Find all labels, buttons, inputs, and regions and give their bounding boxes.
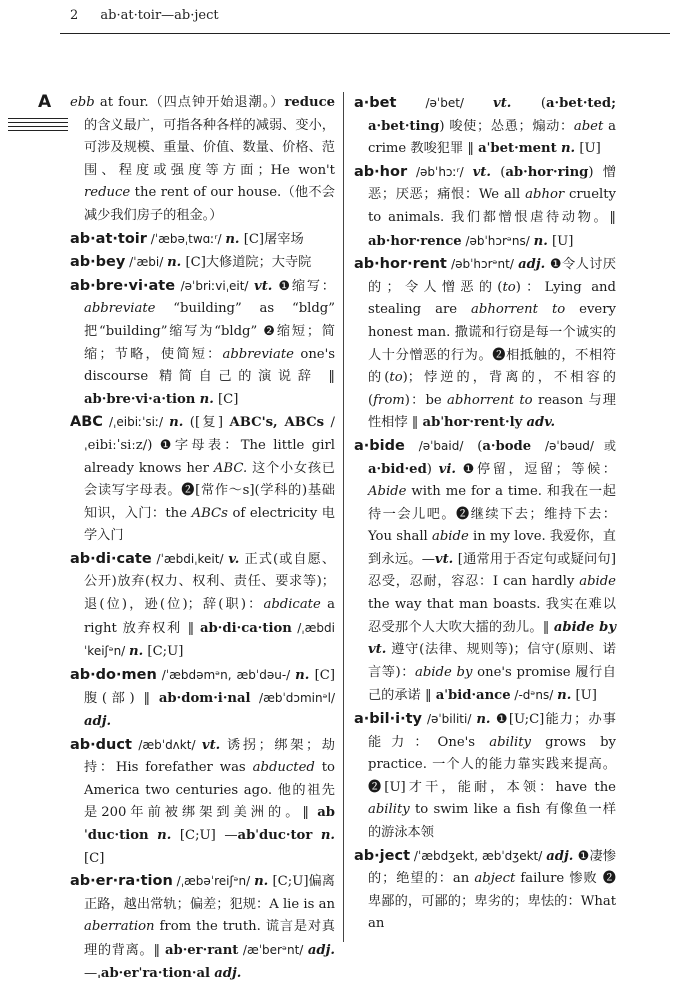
- entry-abbey: ab·bey /ˈæbi/ n. [C]大修道院；大寺院: [70, 254, 312, 271]
- entry-abattoir: ab·at·toir /ˈæbəˌtwɑːʳ/ n. [C]屠宰场: [70, 230, 304, 247]
- entry-abc: ABC /ˌeibiːˈsiː/ n. ([复] ABC's, ABCs /ˌeibiːˈsiːz/) ❶字母表：The little girl already knows her ABC. 这个小女孩已会读写字母表。❷[常作～s](学科的)基础知识，入门：the ABCs of electricity 电学入门: [70, 414, 335, 544]
- headword: ab·do·men: [70, 666, 157, 683]
- entry-abet: a·bet /əˈbet/ vt. (a·bet·ted; a·bet·ting) 唆使；怂恿；煽动：abet a crime 教唆犯罪 ‖ aˈbet·ment n. [U]: [354, 95, 616, 157]
- entry-abduct: ab·duct /æbˈdʌkt/ vt. 诱拐；绑架；劫持：His forefather was abducted to America two centuries ago. 他的祖先是200年前被绑架到美洲的。‖ abˈduc·tion n. [C;U] —abˈduc·tor n. [C]: [70, 736, 336, 866]
- entry-abdicate: ab·di·cate /ˈæbdiˌkeit/ v. 正式(或自愿、公开)放弃(权力、权利、责任、要求等)；退(位)，逊(位)；辞(职)：abdicate a right 放弃权利 ‖ ab·di·ca·tion /ˌæbdiˈkeiʃᵊn/ n. [C;U]: [70, 550, 336, 660]
- headword: ab·duct: [70, 736, 132, 753]
- page-number: 2: [70, 8, 79, 23]
- header-rule: [60, 33, 670, 34]
- headword: ABC: [70, 414, 103, 431]
- headword: a·bide: [354, 437, 405, 454]
- headword: ab·er·ra·tion: [70, 873, 173, 890]
- guide-words: ab·at·toir—ab·ject: [100, 8, 219, 23]
- entry-abhor: ab·hor /əbˈhɔːʳ/ vt. (ab·hor·ring) 憎恶；厌恶；痛恨：We all abhor cruelty to animals. 我们都憎恨虐待动物。‖ ab·hor·rence /əbˈhɔrᵊns/ n. [U]: [354, 163, 617, 249]
- thumb-index-letter: A: [38, 92, 52, 112]
- headword: ab·bey: [70, 254, 126, 271]
- entry-continuation: ebb at four.（四点钟开始退潮。）reduce 的含义最广，可指各种各样的减弱、变小，可涉及规模、重量、价值、数量、价格、范围、程度或强度等方面；He won't reduce the rent of our house.（他不会减少我们房子的租金。）: [70, 95, 335, 223]
- headword: ab·at·toir: [70, 230, 147, 247]
- headword: ab·bre·vi·ate: [70, 277, 176, 294]
- entry-abject: ab·ject /ˈæbdʒekt, æbˈdʒekt/ adj. ❶凄惨的；绝望的：an abject failure 惨败 ❷卑鄙的，可鄙的；卑劣的；卑怯的：What an: [354, 847, 616, 932]
- entry-ability: a·bil·i·ty /əˈbiliti/ n. ❶[U;C]能力；办事能力：One's ability grows by practice. 一个人的能力靠实践来提高。❷[U]才干，能耐，本领：have the ability to swim like a fish 有像鱼一样的游泳本领: [354, 711, 616, 840]
- entry-abbreviate: ab·bre·vi·ate /əˈbriːviˌeit/ vt. ❶缩写：abbreviate “building” as “bldg” 把“building”缩写为“bldg” ❷缩短；简缩；节略，使简短：abbreviate one's discourse 精简自己的演说辞 ‖ ab·bre·vi·a·tion n. [C]: [70, 277, 336, 407]
- headword: ab·hor·rent: [354, 256, 447, 273]
- headword: a·bet: [354, 95, 397, 111]
- headword: ab·di·cate: [70, 550, 152, 567]
- left-column: [70, 92, 335, 985]
- headword: a·bil·i·ty: [354, 711, 422, 728]
- headword: ab·hor: [354, 163, 408, 180]
- entry-aberration: ab·er·ra·tion /ˌæbəˈreiʃᵊn/ n. [C;U]偏离正路，越出常轨；偏差；犯规：A lie is an aberration from the truth. 谎言是对真理的背离。‖ ab·er·rant /æˈberᵊnt/ adj. —ˌab·erˈra·tion·al adj.: [70, 873, 335, 981]
- entry-abhorrent: ab·hor·rent /əbˈhɔrᵊnt/ adj. ❶令人讨厌的；令人憎恶的(to)：Lying and stealing are abhorrent to every honest man. 撒谎和行窃是每一个诚实的人十分憎恶的行为。❷相抵触的，不相符的(to)；悖逆的，背离的，不相容的(from)：be abhorrent to reason 与理性相悖 ‖ abˈhor·rent·ly adv.: [354, 256, 616, 431]
- running-header: [70, 8, 219, 23]
- entry-abide: a·bide /əˈbaid/ (a·bode /əˈbəud/或 a·bid·ed) vi. ❶停留，逗留；等候：Abide with me for a time. 和我在一起待一会儿吧。❷继续下去；维持下去：You shall abide in my love. 我爱你，直到永远。—vt. [通常用于否定句或疑问句]忍受，忍耐，容忍：I can hardly abide the way that man boasts. 我实在难以忍受那个人大吹大擂的劲儿。‖ abide by vt. 遵守(法律、规则等)；信守(原则、诺言等)：abide by one's promise 履行自己的承诺 ‖ aˈbid·ance /-dᵊns/ n. [U]: [354, 437, 617, 704]
- entry-abdomen: ab·do·men /ˈæbdəmᵊn, æbˈdəu-/ n. [C]腹(部) ‖ ab·dom·i·nal /æbˈdɔminᵊl/ adj.: [70, 666, 335, 730]
- thumb-index-rules: [8, 118, 68, 134]
- column-divider: [343, 92, 344, 942]
- right-column: [354, 92, 616, 936]
- headword: ab·ject: [354, 847, 411, 864]
